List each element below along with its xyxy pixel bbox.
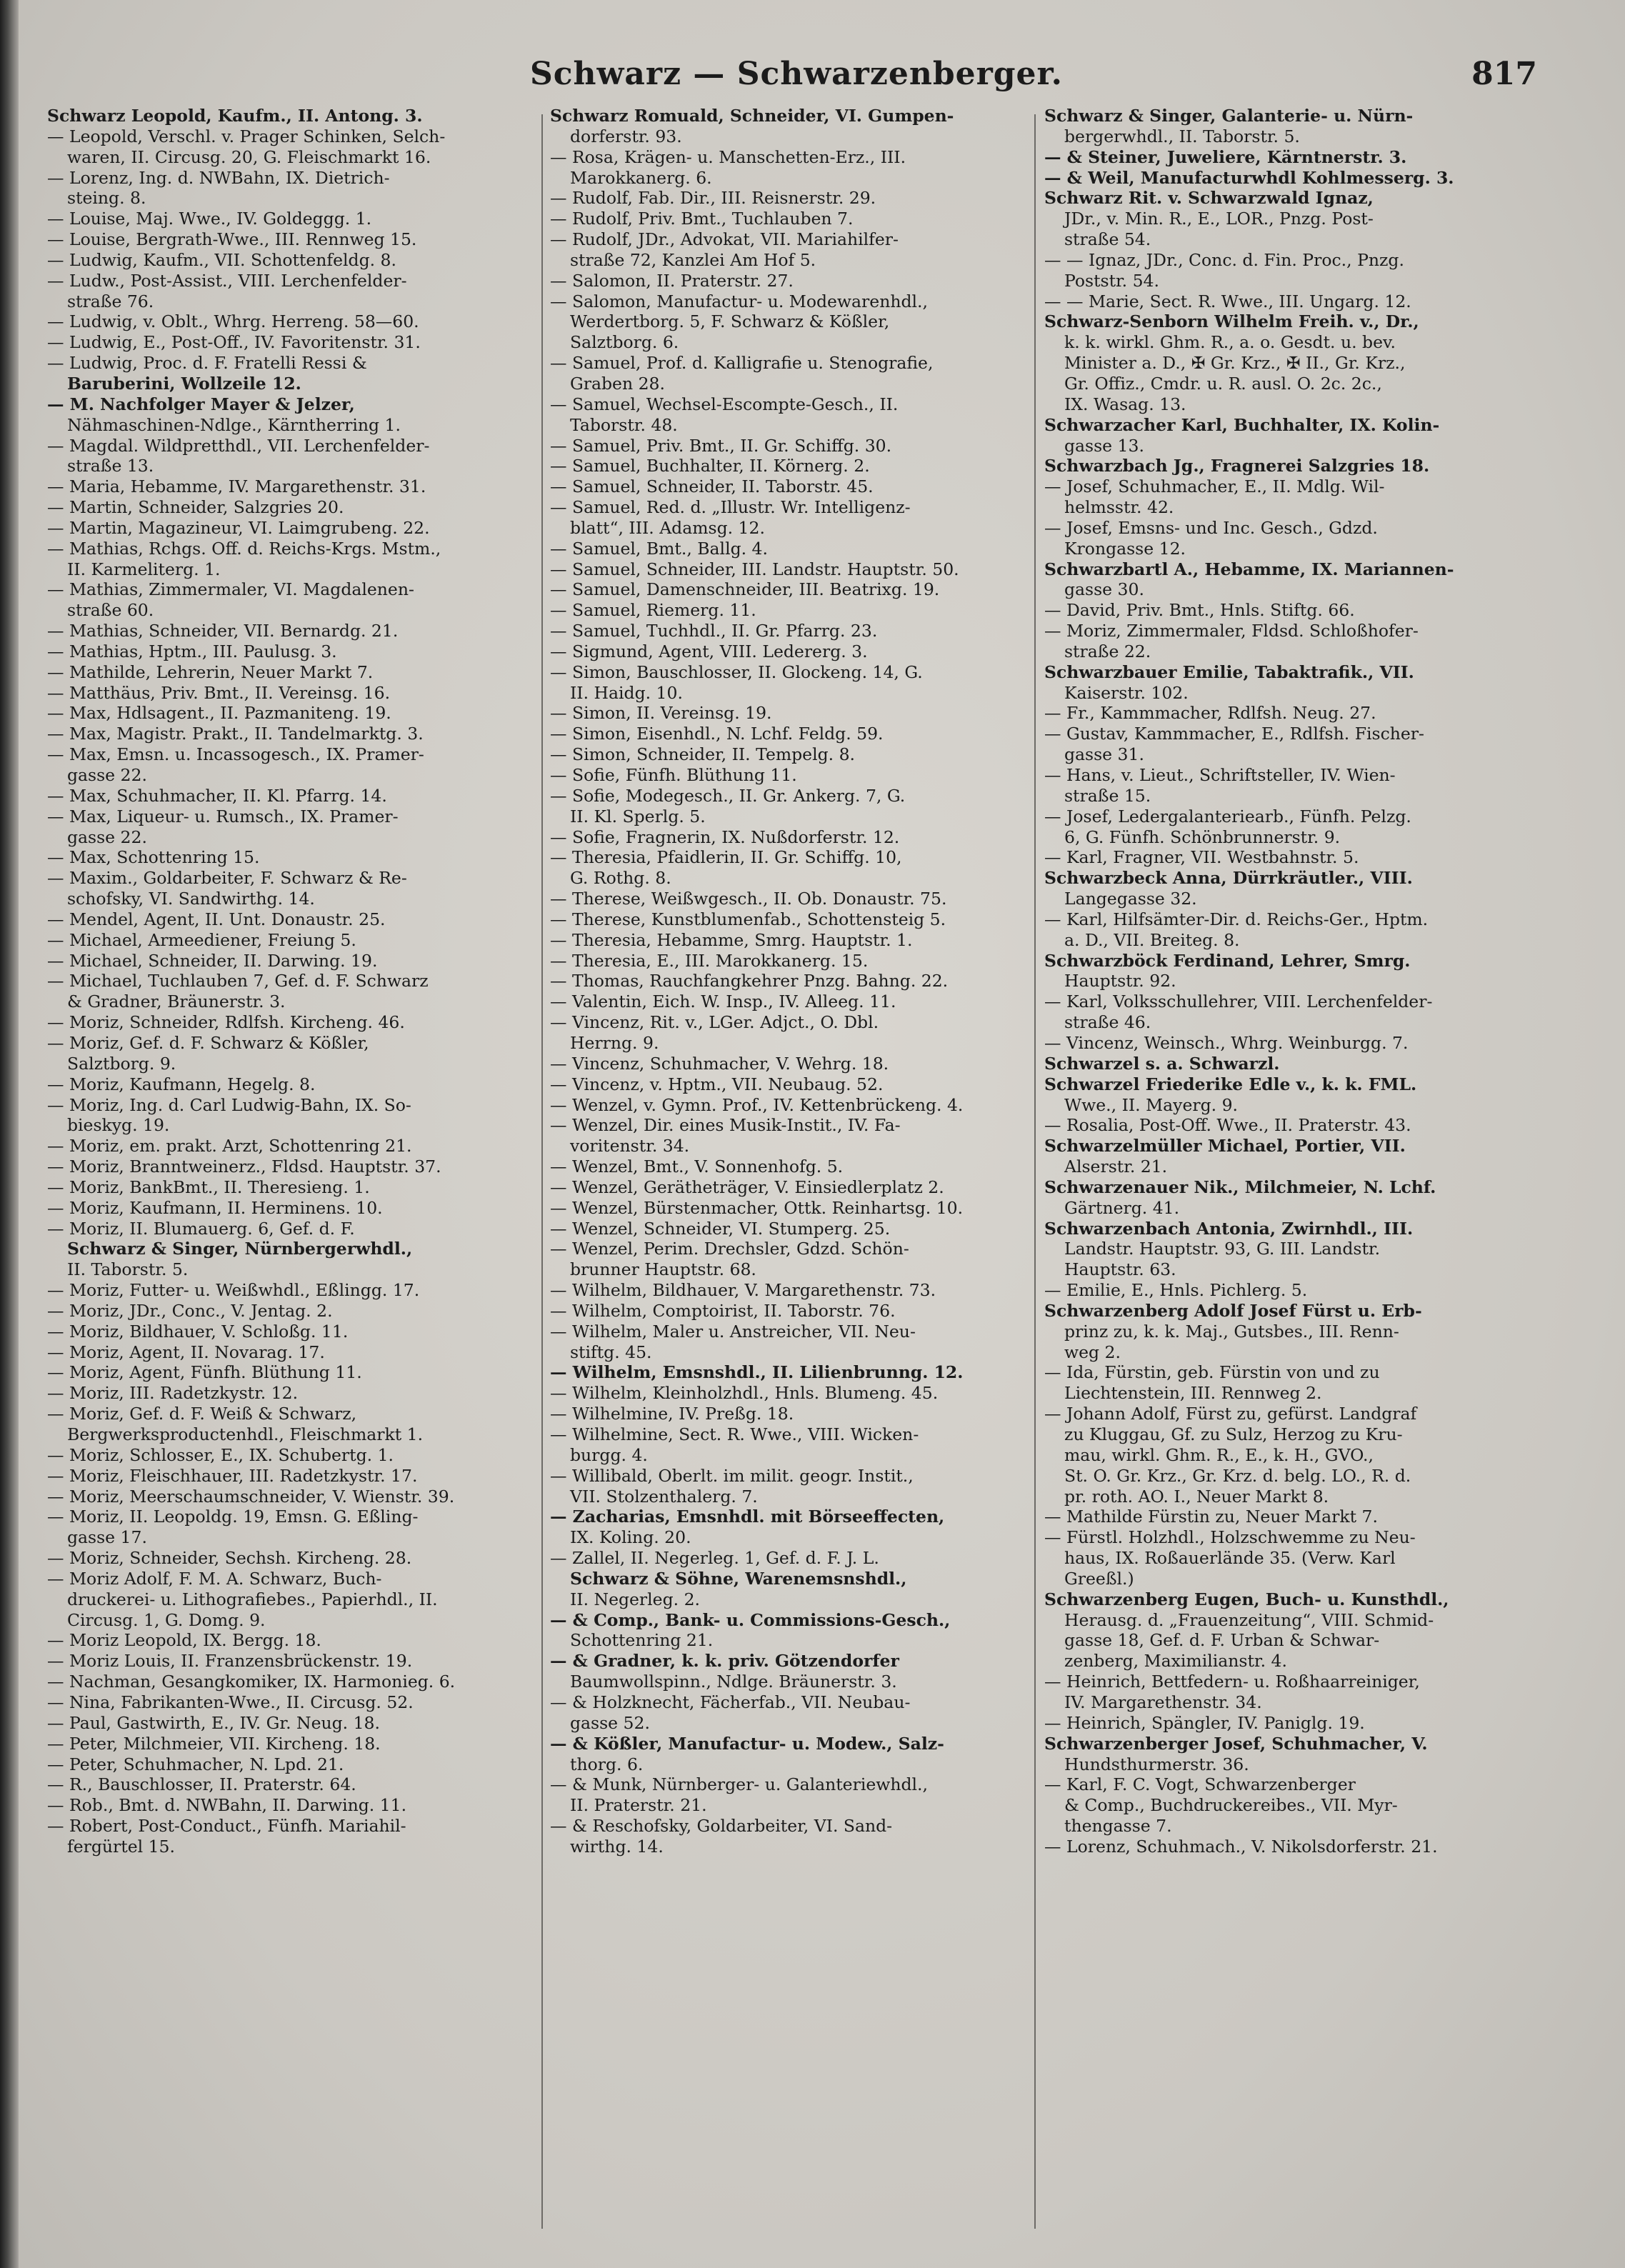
entry-line: — Wenzel, Gerätheträger, V. Einsiedlerplatz 2. (550, 1177, 944, 1197)
entry-line: — Karl, Fragner, VII. Westbahnstr. 5. (1044, 847, 1359, 868)
entry-line: — Wilhelm, Comptoirist, II. Taborstr. 76. (550, 1300, 896, 1321)
entry-line: blatt“, III. Adamsg. 12. (570, 517, 765, 538)
entry-line: — Samuel, Riemerg. 11. (550, 600, 756, 621)
entry-line: Langegasse 32. (1064, 889, 1197, 909)
entry-line: — Wenzel, Bürstenmacher, Ottk. Reinhartsg. 10. (550, 1197, 964, 1218)
entry-line: Schwarzböck Ferdinand, Lehrer, Smrg. (1044, 950, 1411, 971)
entry-line: — Louise, Bergrath-Wwe., III. Rennweg 15. (47, 229, 417, 250)
entry-line: gasse 18, Gef. d. F. Urban & Schwar- (1064, 1630, 1380, 1651)
entry-line: — Theresia, Pfaidlerin, II. Gr. Schiffg. 10, (550, 847, 902, 868)
entry-line: — Matthäus, Priv. Bmt., II. Vereinsg. 16. (47, 682, 391, 703)
entry-line: — & Munk, Nürnberger- u. Galanteriewhdl., (550, 1774, 928, 1795)
entry-line: Nähmaschinen-Ndlge., Kärntherring 1. (67, 414, 401, 435)
entry-line: — Rudolf, Priv. Bmt., Tuchlauben 7. (550, 209, 854, 229)
entry-line: Schwarzel Friederike Edle v., k. k. FML. (1044, 1074, 1417, 1094)
column-divider-1 (541, 114, 543, 2229)
entry-line: — Josef, Ledergalanteriearb., Fünfh. Pelzg. (1044, 806, 1411, 826)
entry-line: — Max, Schottenring 15. (47, 847, 260, 868)
entry-line: II. Karmeliterg. 1. (67, 559, 221, 579)
entry-line: Hundsthurmerstr. 36. (1064, 1754, 1249, 1774)
entry-line: Schwarz & Singer, Galanterie- u. Nürn- (1044, 106, 1414, 126)
entry-line: — Mendel, Agent, II. Unt. Donaustr. 25. (47, 909, 386, 929)
entry-line: — Moriz, Zimmermaler, Fldsd. Schloßhofer- (1044, 621, 1419, 641)
entry-line: — Maxim., Goldarbeiter, F. Schwarz & Re- (47, 868, 407, 889)
column-1 (47, 106, 537, 2242)
entry-line: — Salomon, Manufactur- u. Modewarenhdl., (550, 291, 928, 311)
entry-line: — Karl, Hilfsämter-Dir. d. Reichs-Ger., Hptm. (1044, 909, 1429, 929)
entry-line: — Valentin, Eich. W. Insp., IV. Alleeg. 11. (550, 991, 896, 1012)
entry-line: — Moriz, Branntweinerz., Fldsd. Hauptstr. 37. (47, 1157, 441, 1177)
entry-line: — Zallel, II. Negerleg. 1, Gef. d. F. J. L. (550, 1548, 879, 1569)
entry-line: II. Negerleg. 2. (570, 1589, 700, 1609)
entry-line: — Mathilde, Lehrerin, Neuer Markt 7. (47, 661, 374, 682)
entry-line: — Samuel, Tuchhdl., II. Gr. Pfarrg. 23. (550, 621, 878, 641)
entry-line: — Hans, v. Lieut., Schriftsteller, IV. Wien- (1044, 765, 1396, 785)
entry-line: — Sigmund, Agent, VIII. Ledererg. 3. (550, 641, 868, 661)
column-divider-2 (1034, 114, 1036, 2229)
entry-line: brunner Hauptstr. 68. (570, 1259, 756, 1280)
entry-line: — Lorenz, Schuhmach., V. Nikolsdorferstr. 21. (1044, 1836, 1438, 1857)
entry-line: — Samuel, Prof. d. Kalligrafie u. Stenografie, (550, 353, 934, 374)
entry-line: II. Kl. Sperlg. 5. (570, 806, 706, 826)
entry-line: Gr. Offiz., Cmdr. u. R. ausl. O. 2c. 2c., (1064, 373, 1382, 394)
entry-line: — Simon, Eisenhdl., N. Lchf. Feldg. 59. (550, 724, 884, 744)
entry-line: II. Haidg. 10. (570, 682, 683, 703)
entry-line: Schwarzenauer Nik., Milchmeier, N. Lchf. (1044, 1177, 1436, 1197)
column-2 (550, 106, 1029, 2242)
entry-line: — Vincenz, Weinsch., Whrg. Weinburgg. 7. (1044, 1032, 1409, 1053)
entry-line: — Moriz, Kaufmann, II. Herminens. 10. (47, 1197, 383, 1218)
entry-line: pr. roth. AO. I., Neuer Markt 8. (1064, 1486, 1329, 1507)
entry-line: a. D., VII. Breiteg. 8. (1064, 929, 1240, 950)
entry-line: Landstr. Hauptstr. 93, G. III. Landstr. (1064, 1239, 1381, 1259)
entry-line: — Moriz, Schneider, Rdlfsh. Kircheng. 46. (47, 1012, 405, 1033)
entry-line: straße 15. (1064, 785, 1151, 806)
entry-line: mau, wirkl. Ghm. R., E., k. H., GVO., (1064, 1444, 1374, 1465)
entry-line: Schwarz-Senborn Wilhelm Freih. v., Dr., (1044, 311, 1419, 332)
entry-line: bergerwhdl., II. Taborstr. 5. (1064, 126, 1300, 146)
entry-line: Minister a. D., ✠ Gr. Krz., ✠ II., Gr. Krz., (1064, 353, 1406, 374)
entry-line: — & Holzknecht, Fächerfab., VII. Neubau- (550, 1692, 911, 1712)
entry-line: Herrng. 9. (570, 1032, 659, 1053)
entry-line: — Rudolf, Fab. Dir., III. Reisnerstr. 29. (550, 188, 876, 209)
entry-line: — Thomas, Rauchfangkehrer Pnzg. Bahng. 22. (550, 971, 949, 991)
entry-line: — Salomon, II. Praterstr. 27. (550, 270, 794, 291)
entry-line: — Gustav, Kammmacher, E., Rdlfsh. Fischer- (1044, 724, 1424, 744)
entry-line: straße 54. (1064, 229, 1151, 250)
entry-line: — Heinrich, Spängler, IV. Paniglg. 19. (1044, 1712, 1365, 1733)
entry-line: — Moriz, Meerschaumschneider, V. Wienstr. 39. (47, 1486, 455, 1507)
entry-line: — Peter, Schuhmacher, N. Lpd. 21. (47, 1754, 344, 1774)
entry-line: II. Taborstr. 5. (67, 1259, 189, 1280)
entry-line: — Mathias, Rchgs. Off. d. Reichs-Krgs. Mstm., (47, 538, 441, 559)
entry-line: Schwarzbach Jg., Fragnerei Salzgries 18. (1044, 456, 1430, 476)
entry-line: — Rosa, Krägen- u. Manschetten-Erz., III. (550, 146, 906, 167)
entry-line: — Samuel, Damenschneider, III. Beatrixg. 19. (550, 579, 940, 600)
entry-line: Schwarzelmüller Michael, Portier, VII. (1044, 1136, 1406, 1157)
scan-edge (0, 0, 19, 2268)
entry-line: — Max, Emsn. u. Incassogesch., IX. Pramer- (47, 744, 424, 765)
entry-line: Schwarzenberg Eugen, Buch- u. Kunsthdl., (1044, 1589, 1449, 1609)
entry-line: gasse 30. (1064, 579, 1144, 600)
entry-line: Schwarz Rit. v. Schwarzwald Ignaz, (1044, 188, 1374, 209)
entry-line: wirthg. 14. (570, 1836, 664, 1857)
entry-line: Marokkanerg. 6. (570, 167, 712, 188)
entry-line: — R., Bauschlosser, II. Praterstr. 64. (47, 1774, 356, 1795)
entry-line: — Ludwig, Proc. d. F. Fratelli Ressi & (47, 353, 367, 374)
entry-line: — Samuel, Wechsel-Escompte-Gesch., II. (550, 394, 899, 414)
entry-line: St. O. Gr. Krz., Gr. Krz. d. belg. LO., R. d. (1064, 1465, 1411, 1486)
entry-line: Poststr. 54. (1064, 270, 1159, 291)
entry-line: Baruberini, Wollzeile 12. (67, 373, 301, 394)
entry-line: — Moriz Leopold, IX. Bergg. 18. (47, 1630, 321, 1651)
entry-line: — Max, Schuhmacher, II. Kl. Pfarrg. 14. (47, 785, 387, 806)
entry-line: prinz zu, k. k. Maj., Gutsbes., III. Renn- (1064, 1321, 1399, 1342)
entry-line: — Wenzel, Perim. Drechsler, Gdzd. Schön- (550, 1239, 909, 1259)
entry-line: Schwarz Leopold, Kaufm., II. Antong. 3. (47, 106, 423, 126)
entry-line: — Sofie, Modegesch., II. Gr. Ankerg. 7, G. (550, 785, 906, 806)
entry-line: — Max, Liqueur- u. Rumsch., IX. Pramer- (47, 806, 399, 826)
entry-line: — Robert, Post-Conduct., Fünfh. Mariahil- (47, 1816, 406, 1837)
entry-line: waren, II. Circusg. 20, G. Fleischmarkt 16. (67, 146, 431, 167)
entry-line: straße 22. (1064, 641, 1151, 661)
entry-line: thorg. 6. (570, 1754, 644, 1774)
entry-line: stiftg. 45. (570, 1342, 652, 1362)
entry-line: weg 2. (1064, 1342, 1121, 1362)
entry-line: zu Kluggau, Gf. zu Sulz, Herzog zu Kru- (1064, 1424, 1403, 1444)
entry-line: — & Weil, Manufacturwhdl Kohlmesserg. 3. (1044, 167, 1454, 188)
entry-line: straße 60. (67, 600, 154, 621)
entry-line: — Ludwig, Kaufm., VII. Schottenfeldg. 8. (47, 249, 396, 270)
entry-line: — Moriz, BankBmt., II. Theresieng. 1. (47, 1177, 370, 1197)
entry-line: — Wilhelm, Kleinholzhdl., Hnls. Blumeng. 45. (550, 1383, 939, 1404)
entry-line: Hauptstr. 63. (1064, 1259, 1176, 1280)
entry-line: — Martin, Magazineur, VI. Laimgrubeng. 22. (47, 517, 430, 538)
entry-line: gasse 31. (1064, 744, 1144, 765)
entry-line: Schwarz & Singer, Nürnbergerwhdl., (67, 1239, 413, 1259)
entry-line: — Therese, Weißwgesch., II. Ob. Donaustr. 75. (550, 889, 947, 909)
entry-line: — Moriz, II. Blumauerg. 6, Gef. d. F. (47, 1218, 355, 1239)
entry-line: — & Kößler, Manufactur- u. Modew., Salz- (550, 1733, 944, 1754)
entry-line: — Lorenz, Ing. d. NWBahn, IX. Dietrich- (47, 167, 390, 188)
entry-line: — Rob., Bmt. d. NWBahn, II. Darwing. 11. (47, 1795, 407, 1816)
entry-line: Schwarzbeck Anna, Dürrkräutler., VIII. (1044, 868, 1413, 889)
entry-line: Liechtenstein, III. Rennweg 2. (1064, 1383, 1322, 1404)
entry-line: — Nachman, Gesangkomiker, IX. Harmonieg. 6. (47, 1672, 456, 1692)
entry-line: — Heinrich, Bettfedern- u. Roßhaarreiniger, (1044, 1672, 1420, 1692)
entry-line: — Moriz, Agent, Fünfh. Blüthung 11. (47, 1362, 362, 1383)
entry-line: — Samuel, Red. d. „Illustr. Wr. Intelligenz- (550, 497, 911, 518)
entry-line: helmsstr. 42. (1064, 497, 1174, 518)
entry-line: — Moriz, Schlosser, E., IX. Schubertg. 1. (47, 1444, 394, 1465)
entry-line: schofsky, VI. Sandwirthg. 14. (67, 889, 315, 909)
page-title: Schwarz — Schwarzenberger. (529, 56, 1063, 92)
entry-line: dorferstr. 93. (570, 126, 682, 146)
entry-line: Gärtnerg. 41. (1064, 1197, 1180, 1218)
entry-line: — Samuel, Priv. Bmt., II. Gr. Schiffg. 30. (550, 435, 892, 456)
entry-line: Circusg. 1, G. Domg. 9. (67, 1609, 266, 1630)
entry-line: — Wilhelmine, IV. Preßg. 18. (550, 1404, 794, 1424)
entry-line: — Wilhelm, Bildhauer, V. Margarethenstr. 73. (550, 1280, 936, 1301)
entry-line: — & Steiner, Juweliere, Kärntnerstr. 3. (1044, 146, 1407, 167)
entry-line: — Wenzel, v. Gymn. Prof., IV. Kettenbrückeng. 4. (550, 1094, 964, 1115)
entry-line: — Mathilde Fürstin zu, Neuer Markt 7. (1044, 1507, 1378, 1527)
entry-line: steing. 8. (67, 188, 146, 209)
entry-line: — Louise, Maj. Wwe., IV. Goldeggg. 1. (47, 209, 372, 229)
page-number: 817 (1471, 56, 1537, 92)
entry-line: gasse 22. (67, 826, 147, 847)
entry-line: — Paul, Gastwirth, E., IV. Gr. Neug. 18. (47, 1712, 380, 1733)
entry-line: — — Marie, Sect. R. Wwe., III. Ungarg. 12. (1044, 291, 1411, 311)
entry-line: Greeßl.) (1064, 1568, 1134, 1589)
entry-line: Taborstr. 48. (570, 414, 678, 435)
entry-line: Salztborg. 6. (570, 332, 679, 353)
entry-line: — Moriz, Bildhauer, V. Schloßg. 11. (47, 1321, 349, 1342)
entry-line: straße 76. (67, 291, 154, 311)
entry-line: — Rosalia, Post-Off. Wwe., II. Praterstr. 43. (1044, 1115, 1411, 1136)
entry-line: — Karl, F. C. Vogt, Schwarzenberger (1044, 1774, 1356, 1795)
entry-line: — Moriz Adolf, F. M. A. Schwarz, Buch- (47, 1568, 382, 1589)
entry-line: — Sofie, Fragnerin, IX. Nußdorferstr. 12. (550, 826, 900, 847)
entry-line: — Michael, Armeediener, Freiung 5. (47, 929, 356, 950)
entry-line: Schwarzbauer Emilie, Tabaktrafik., VII. (1044, 661, 1414, 682)
entry-line: — Ludwig, v. Oblt., Whrg. Herreng. 58—60. (47, 311, 419, 332)
entry-line: — Fr., Kammmacher, Rdlfsh. Neug. 27. (1044, 703, 1376, 724)
entry-line: gasse 22. (67, 765, 147, 785)
entry-line: — Mathias, Zimmermaler, VI. Magdalenen- (47, 579, 414, 600)
entry-line: gasse 17. (67, 1527, 147, 1548)
entry-line: — Ida, Fürstin, geb. Fürstin von und zu (1044, 1362, 1380, 1383)
entry-line: — Josef, Emsns- und Inc. Gesch., Gdzd. (1044, 517, 1378, 538)
entry-line: druckerei- u. Lithografiebes., Papierhdl., II. (67, 1589, 438, 1609)
column-3 (1044, 106, 1544, 2242)
entry-line: — Nina, Fabrikanten-Wwe., II. Circusg. 52. (47, 1692, 414, 1712)
entry-line: 6, G. Fünfh. Schönbrunnerstr. 9. (1064, 826, 1341, 847)
entry-line: Kaiserstr. 102. (1064, 682, 1189, 703)
entry-line: — Max, Hdlsagent., II. Pazmaniteng. 19. (47, 703, 391, 724)
entry-line: — Ludwig, E., Post-Off., IV. Favoritenstr. 31. (47, 332, 421, 353)
entry-line: — Leopold, Verschl. v. Prager Schinken, Selch- (47, 126, 446, 146)
entry-line: — Vincenz, Rit. v., LGer. Adjct., O. Dbl. (550, 1012, 879, 1033)
entry-line: — Rudolf, JDr., Advokat, VII. Mariahilfer- (550, 229, 899, 250)
entry-line: — Sofie, Fünfh. Blüthung 11. (550, 765, 797, 785)
entry-line: — Moriz, JDr., Conc., V. Jentag. 2. (47, 1300, 333, 1321)
entry-line: — Michael, Schneider, II. Darwing. 19. (47, 950, 378, 971)
entry-line: Wwe., II. Mayerg. 9. (1064, 1094, 1238, 1115)
entry-line: zenberg, Maximilianstr. 4. (1064, 1651, 1287, 1672)
entry-line: — Simon, II. Vereinsg. 19. (550, 703, 772, 724)
entry-line: Graben 28. (570, 373, 665, 394)
entry-line: — Martin, Schneider, Salzgries 20. (47, 497, 344, 518)
entry-line: — Simon, Schneider, II. Tempelg. 8. (550, 744, 856, 765)
entry-line: — M. Nachfolger Mayer & Jelzer, (47, 394, 355, 414)
entry-line: — Mathias, Hptm., III. Paulusg. 3. (47, 641, 337, 661)
entry-line: — Wenzel, Schneider, VI. Stumperg. 25. (550, 1218, 891, 1239)
entry-line: thengasse 7. (1064, 1816, 1172, 1837)
entry-line: — Moriz Louis, II. Franzensbrückenstr. 19. (47, 1651, 413, 1672)
entry-line: bieskyg. 19. (67, 1115, 170, 1136)
entry-line: — Michael, Tuchlauben 7, Gef. d. F. Schwarz (47, 971, 429, 991)
entry-line: G. Rothg. 8. (570, 868, 671, 889)
entry-line: IV. Margarethenstr. 34. (1064, 1692, 1262, 1712)
entry-line: Krongasse 12. (1064, 538, 1186, 559)
entry-line: Schwarzenberger Josef, Schuhmacher, V. (1044, 1733, 1428, 1754)
entry-line: Schwarz Romuald, Schneider, VI. Gumpen- (550, 106, 954, 126)
page-header (43, 50, 1550, 107)
entry-line: & Gradner, Bräunerstr. 3. (67, 991, 286, 1012)
entry-line: — Wenzel, Bmt., V. Sonnenhofg. 5. (550, 1157, 844, 1177)
entry-line: — Theresia, Hebamme, Smrg. Hauptstr. 1. (550, 929, 913, 950)
entry-line: — Samuel, Schneider, II. Taborstr. 45. (550, 476, 874, 497)
entry-line: — Moriz, II. Leopoldg. 19, Emsn. G. Eßling- (47, 1507, 419, 1527)
entry-line: — Moriz, Fleischhauer, III. Radetzkystr. 17. (47, 1465, 418, 1486)
entry-line: — Moriz, Kaufmann, Hegelg. 8. (47, 1074, 316, 1094)
entry-line: Schottenring 21. (570, 1630, 714, 1651)
entry-line: — Therese, Kunstblumenfab., Schottensteig 5. (550, 909, 946, 929)
entry-line: Hauptstr. 92. (1064, 971, 1176, 991)
entry-line: — Simon, Bauschlosser, II. Glockeng. 14, G. (550, 661, 923, 682)
entry-line: II. Praterstr. 21. (570, 1795, 707, 1816)
entry-line: — Johann Adolf, Fürst zu, gefürst. Landgraf (1044, 1404, 1417, 1424)
entry-line: straße 72, Kanzlei Am Hof 5. (570, 249, 816, 270)
entry-line: IX. Wasag. 13. (1064, 394, 1186, 414)
entry-line: Bergwerksproductenhdl., Fleischmarkt 1. (67, 1424, 424, 1444)
entry-line: VII. Stolzenthalerg. 7. (570, 1486, 758, 1507)
entry-line: — Wilhelm, Maler u. Anstreicher, VII. Neu- (550, 1321, 916, 1342)
entry-line: Schwarzel s. a. Schwarzl. (1044, 1053, 1280, 1074)
entry-line: gasse 52. (570, 1712, 650, 1733)
entry-line: k. k. wirkl. Ghm. R., a. o. Gesdt. u. bev. (1064, 332, 1396, 353)
entry-line: fergürtel 15. (67, 1836, 175, 1857)
entry-line: — Fürstl. Holzhdl., Holzschwemme zu Neu- (1044, 1527, 1416, 1548)
entry-line: — Moriz, Schneider, Sechsh. Kircheng. 28. (47, 1548, 412, 1569)
entry-line: — Zacharias, Emsnhdl. mit Börseeffecten, (550, 1507, 945, 1527)
entry-line: — David, Priv. Bmt., Hnls. Stiftg. 66. (1044, 600, 1355, 621)
entry-line: — Moriz, Agent, II. Novarag. 17. (47, 1342, 325, 1362)
entry-line: — Wilhelmine, Sect. R. Wwe., VIII. Wicken- (550, 1424, 919, 1444)
entry-line: — — Ignaz, JDr., Conc. d. Fin. Proc., Pnzg. (1044, 249, 1404, 270)
entry-line: — & Reschofsky, Goldarbeiter, VI. Sand- (550, 1816, 893, 1837)
entry-line: — Peter, Milchmeier, VII. Kircheng. 18. (47, 1733, 381, 1754)
entry-line: — & Gradner, k. k. priv. Götzendorfer (550, 1651, 899, 1672)
entry-line: — Moriz, Futter- u. Weißwhdl., Eßlingg. 17. (47, 1280, 420, 1301)
entry-line: — Willibald, Oberlt. im milit. geogr. Instit., (550, 1465, 914, 1486)
entry-line: — Wenzel, Dir. eines Musik-Instit., IV. Fa- (550, 1115, 901, 1136)
entry-line: Herausg. d. „Frauenzeitung“, VIII. Schmid- (1064, 1609, 1434, 1630)
entry-line: — Maria, Hebamme, IV. Margarethenstr. 31. (47, 476, 426, 497)
entry-line: — Samuel, Bmt., Ballg. 4. (550, 538, 768, 559)
entry-line: & Comp., Buchdruckereibes., VII. Myr- (1064, 1795, 1398, 1816)
entry-line: IX. Koling. 20. (570, 1527, 691, 1548)
entry-line: — Moriz, Gef. d. F. Weiß & Schwarz, (47, 1404, 357, 1424)
entry-line: haus, IX. Roßauerlände 35. (Verw. Karl (1064, 1548, 1396, 1569)
entry-line: — Emilie, E., Hnls. Pichlerg. 5. (1044, 1280, 1308, 1301)
entry-line: Schwarzbartl A., Hebamme, IX. Mariannen- (1044, 559, 1454, 579)
entry-line: — Josef, Schuhmacher, E., II. Mdlg. Wil- (1044, 476, 1385, 497)
entry-line: — Moriz, em. prakt. Arzt, Schottenring 21. (47, 1136, 412, 1157)
entry-line: voritenstr. 34. (570, 1136, 690, 1157)
entry-line: — Samuel, Schneider, III. Landstr. Hauptstr. 50. (550, 559, 959, 579)
entry-line: Werdertborg. 5, F. Schwarz & Kößler, (570, 311, 890, 332)
entry-line: Baumwollspinn., Ndlge. Bräunerstr. 3. (570, 1672, 897, 1692)
entry-line: Schwarzenbach Antonia, Zwirnhdl., III. (1044, 1218, 1414, 1239)
entry-line: burgg. 4. (570, 1444, 648, 1465)
entry-line: — Ludw., Post-Assist., VIII. Lerchenfelder- (47, 270, 407, 291)
entry-line: Schwarzenberg Adolf Josef Fürst u. Erb- (1044, 1300, 1422, 1321)
entry-line: — Vincenz, v. Hptm., VII. Neubaug. 52. (550, 1074, 884, 1094)
entry-line: Salztborg. 9. (67, 1053, 176, 1074)
entry-line: Schwarz & Söhne, Warenemsnshdl., (570, 1568, 907, 1589)
entry-line: — Moriz, III. Radetzkystr. 12. (47, 1383, 299, 1404)
entry-line: — Mathias, Schneider, VII. Bernardg. 21. (47, 621, 399, 641)
entry-line: JDr., v. Min. R., E., LOR., Pnzg. Post- (1064, 209, 1374, 229)
entry-line: — Moriz, Gef. d. F. Schwarz & Kößler, (47, 1032, 369, 1053)
entry-line: — Vincenz, Schuhmacher, V. Wehrg. 18. (550, 1053, 889, 1074)
entry-line: — Samuel, Buchhalter, II. Körnerg. 2. (550, 456, 870, 476)
entry-line: Alserstr. 21. (1064, 1157, 1168, 1177)
entry-line: — Karl, Volksschullehrer, VIII. Lerchenfelder- (1044, 991, 1433, 1012)
entry-line: gasse 13. (1064, 435, 1144, 456)
entry-line: — Wilhelm, Emsnshdl., II. Lilienbrunng. 12. (550, 1362, 964, 1383)
entry-line: — Moriz, Ing. d. Carl Ludwig-Bahn, IX. So- (47, 1094, 411, 1115)
entry-line: — Max, Magistr. Prakt., II. Tandelmarktg. 3. (47, 724, 424, 744)
entry-line: Schwarzacher Karl, Buchhalter, IX. Kolin- (1044, 414, 1440, 435)
entry-line: — Magdal. Wildpretthdl., VII. Lerchenfelder- (47, 435, 430, 456)
entry-line: straße 13. (67, 456, 154, 476)
entry-line: straße 46. (1064, 1012, 1151, 1033)
entry-line: — & Comp., Bank- u. Commissions-Gesch., (550, 1609, 951, 1630)
entry-line: — Theresia, E., III. Marokkanerg. 15. (550, 950, 869, 971)
